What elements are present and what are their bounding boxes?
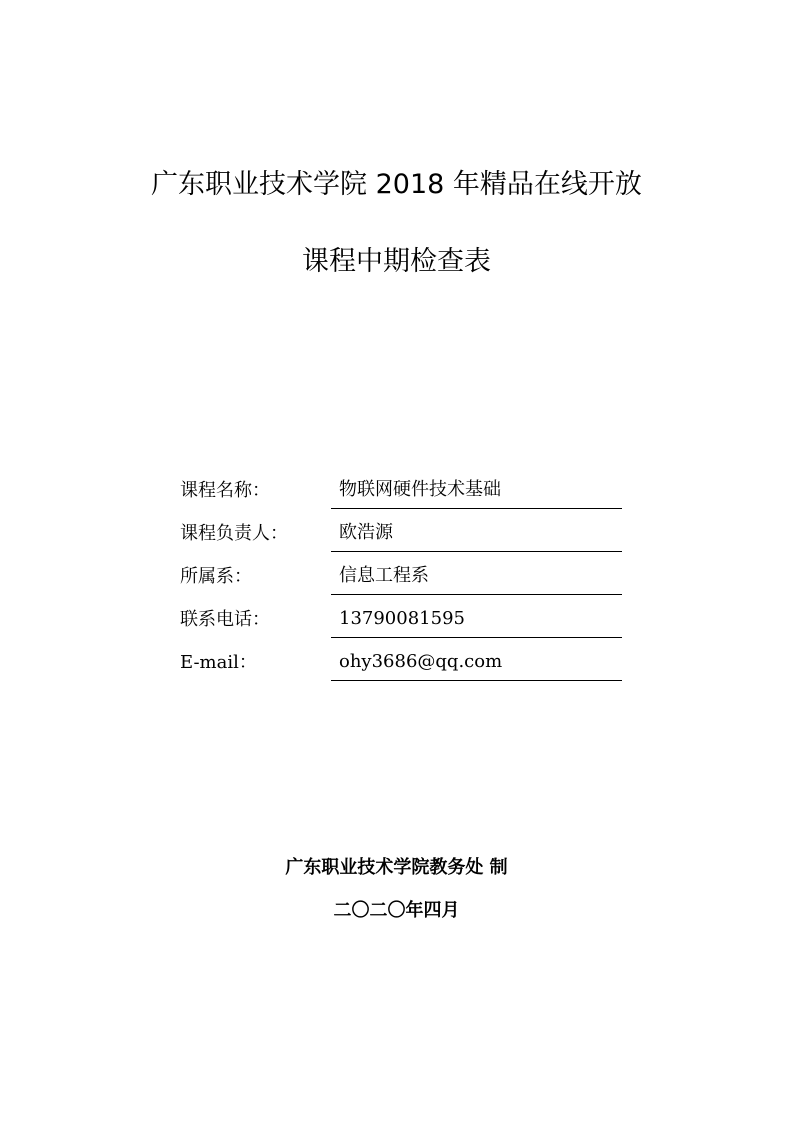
email-value: ohy3686@qq.com <box>339 651 503 672</box>
document-title-line-2: 课程中期检查表 <box>302 246 491 277</box>
document-title-line-1: 广东职业技术学院 2018 年精品在线开放 <box>151 169 642 200</box>
course-lead-value: 欧浩源 <box>339 522 393 543</box>
date-line: 二〇二〇年四月 <box>333 900 460 921</box>
email-row <box>180 638 622 681</box>
course-name-field <box>331 465 622 509</box>
course-name-row <box>180 466 622 509</box>
course-lead-label: 课程负责人： <box>180 523 288 544</box>
department-row <box>180 552 622 595</box>
phone-value: 13790081595 <box>339 608 465 629</box>
phone-label: 联系电话： <box>180 609 270 630</box>
email-label: E-mail： <box>180 652 257 673</box>
issuer-line: 广东职业技术学院教务处 制 <box>285 857 508 878</box>
phone-row <box>180 595 622 638</box>
phone-field <box>331 594 622 638</box>
course-name-label: 课程名称： <box>180 480 270 501</box>
department-field <box>331 551 622 595</box>
department-value: 信息工程系 <box>339 565 429 586</box>
course-name-value: 物联网硬件技术基础 <box>339 479 501 500</box>
course-lead-field <box>331 508 622 552</box>
department-label: 所属系： <box>180 566 252 587</box>
email-field <box>331 637 622 681</box>
course-lead-row <box>180 509 622 552</box>
course-info-form <box>180 466 622 681</box>
